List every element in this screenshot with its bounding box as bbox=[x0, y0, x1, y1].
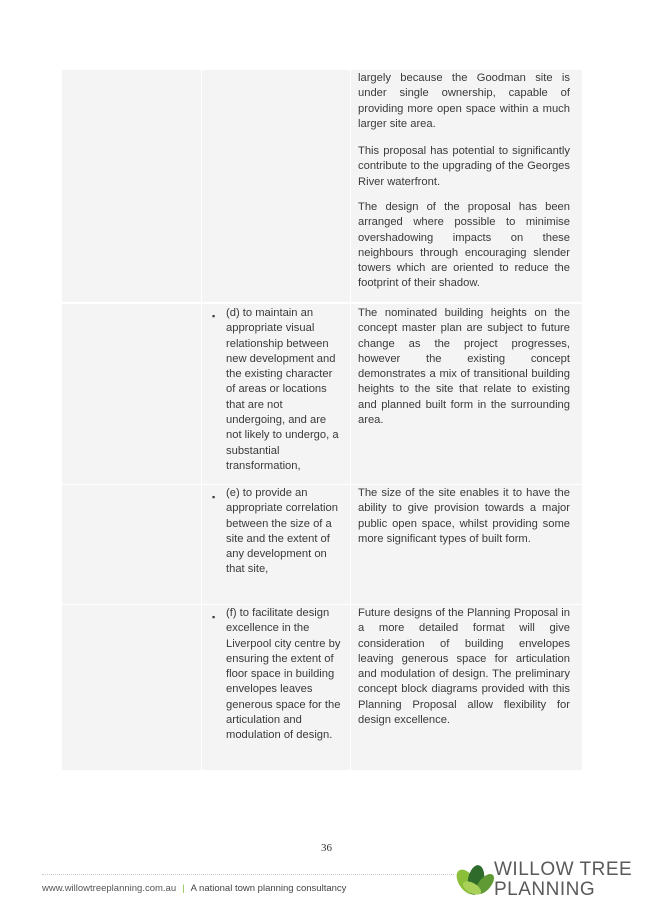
bullet-icon: ▪ bbox=[212, 311, 216, 321]
criterion-text: (f) to facilitate design excellence in the Liverpool city centre by ensuring the extent of floor space in building envelopes leaves generous space for the articulation and modulation of design. bbox=[226, 607, 341, 742]
bullet-icon: ▪ bbox=[212, 492, 216, 502]
footer-website-link[interactable]: www.willowtreeplanning.com.au bbox=[42, 883, 177, 894]
table-row bbox=[62, 70, 582, 302]
logo-line-1: WILLOW TREE bbox=[494, 859, 633, 880]
footer-divider bbox=[42, 874, 454, 875]
table-cell-criterion bbox=[202, 605, 351, 770]
criterion-text: (d) to maintain an appropriate visual relationship between new development and the existing character of areas or locations that are not undergoing, and are not likely to undergo, a substantial transformation, bbox=[226, 307, 339, 472]
table-cell-criterion bbox=[202, 304, 351, 484]
footer-separator: | bbox=[182, 883, 185, 894]
footer bbox=[42, 883, 346, 894]
page-number: 36 bbox=[321, 842, 332, 854]
table-cell-criterion bbox=[202, 70, 351, 302]
table-row bbox=[62, 484, 582, 604]
table-cell-response bbox=[351, 485, 582, 604]
criterion-text: (e) to provide an appropriate correlation between the size of a site and the extent of any development on that site, bbox=[226, 487, 338, 576]
table-cell-response bbox=[351, 605, 582, 770]
table-cell-response bbox=[351, 70, 582, 302]
response-paragraph: This proposal has potential to significantly contribute to the upgrading of the Georges River waterfront. bbox=[358, 145, 570, 188]
footer-tagline: A national town planning consultancy bbox=[190, 883, 347, 894]
table-row bbox=[62, 604, 582, 770]
table-cell-blank bbox=[62, 485, 202, 604]
bullet-icon: ▪ bbox=[212, 612, 216, 622]
table-cell-blank bbox=[62, 304, 202, 484]
response-paragraph: largely because the Goodman site is under single ownership, capable of providing more open space within a much larger site area. bbox=[358, 72, 570, 130]
logo-wordmark bbox=[494, 860, 632, 900]
table-cell-blank bbox=[62, 70, 202, 302]
response-paragraph: The size of the site enables it to have the ability to give provision towards a major public open space, whilst providing some more significant types of built form. bbox=[358, 487, 570, 545]
table-cell-blank bbox=[62, 605, 202, 770]
logo-line-2: PLANNING bbox=[494, 879, 596, 900]
response-paragraph: Future designs of the Planning Proposal in a more detailed format will give consideration of building envelopes leaving generous space for articulation and modulation of design. The preliminary concept block diagrams provided with this Planning Proposal allow flexibility for design excellence. bbox=[358, 607, 570, 727]
table-cell-response bbox=[351, 304, 582, 484]
response-paragraph: The design of the proposal has been arranged where possible to minimise overshadowing impacts on these neighbours through encouraging slender towers which are oriented to reduce the footprint of their shadow. bbox=[358, 201, 570, 290]
response-paragraph: The nominated building heights on the concept master plan are subject to future change as the project progresses, however the existing concept demonstrates a mix of transitional building heights to the site that relate to existing and planned built form in the surrounding area. bbox=[358, 307, 570, 427]
assessment-table bbox=[62, 70, 582, 769]
table-cell-criterion bbox=[202, 485, 351, 604]
table-row bbox=[62, 303, 582, 484]
